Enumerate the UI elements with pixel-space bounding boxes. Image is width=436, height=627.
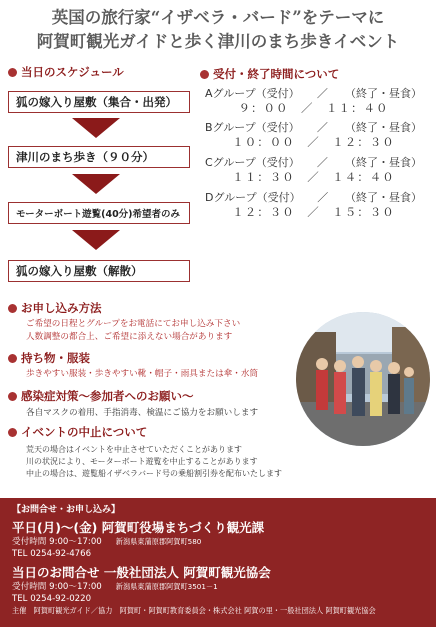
day-tel[interactable]: TEL 0254-92-0220 xyxy=(12,594,92,604)
sponsors-line: 主催 阿賀町観光ガイド／協力 阿賀町・阿賀町教育委員会・株式会社 阿賀の里・一般社団法人 阿賀町観光協会 xyxy=(12,606,376,615)
down-arrow-icon xyxy=(72,118,120,138)
headline-line-2: 阿賀町観光ガイドと歩く津川のまち歩きイベント xyxy=(36,32,400,51)
schedule-step-2: 津川のまち歩き（９０分） xyxy=(8,146,190,168)
cancel-text: 荒天の場合はイベントを中止させていただくことがあります 川の状況により、モーターボート遊覧を中止することがあります 中止の場合は、遊覧船イザベラバード号の乗船割引券を配布いたします xyxy=(26,445,282,478)
down-arrow-icon xyxy=(72,230,120,250)
group-d-times: １２：３０ ／ １５：３０ xyxy=(232,205,395,219)
apply-section-title: お申し込み方法 xyxy=(8,300,102,316)
weekday-contact-title: 平日(月)～(金) 阿賀町役場まちづくり観光課 xyxy=(12,520,265,535)
apply-text: ご希望の日程とグループをお電話にてお申し込み下さい 人数調整の都合上、ご希望に添えない場合があります xyxy=(26,319,241,342)
schedule-step-3: モーターボート遊覧(40分)希望者のみ xyxy=(8,202,190,224)
group-d: Dグループ（受付） ／ （終了・昼食） １２：３０ ／ １５：３０ xyxy=(205,190,430,220)
group-b: Bグループ（受付） ／ （終了・昼食） １０：００ ／ １２：３０ xyxy=(205,120,430,150)
weekday-tel[interactable]: TEL 0254-92-4766 xyxy=(12,549,92,559)
infection-text: 各自マスクの着用、手指消毒、検温にご協力をお願いします xyxy=(26,408,259,418)
belongings-text: 歩きやすい服装・歩きやすい靴・帽子・雨具または傘・水筒 xyxy=(26,369,259,379)
schedule-section-title: 当日のスケジュール xyxy=(8,64,124,80)
belongings-section-title: 持ち物・服装 xyxy=(8,350,90,366)
day-hours: 受付時間 9:00～17:00 xyxy=(12,582,102,592)
headline-line-1: 英国の旅行家“イザベラ・バード”をテーマに xyxy=(51,8,385,27)
bullet-icon xyxy=(8,392,17,401)
schedule-step-4: 狐の嫁入り屋敷（解散） xyxy=(8,260,190,282)
reception-section-title: 受付・終了時間について xyxy=(200,66,339,82)
contact-label: 【お問合せ・お申し込み】 xyxy=(12,505,121,515)
bullet-icon xyxy=(200,70,209,79)
event-headline xyxy=(0,6,436,54)
infection-section-title: 感染症対策～参加者へのお願い～ xyxy=(8,388,194,404)
day-address: 新潟県東蒲原郡阿賀町3501－1 xyxy=(115,582,218,591)
group-b-times: １０：００ ／ １２：３０ xyxy=(232,135,395,149)
bullet-icon xyxy=(8,304,17,313)
contact-footer xyxy=(0,498,436,627)
bullet-icon xyxy=(8,68,17,77)
group-a: Aグループ（受付） ／ （終了・昼食） ９：００ ／ １１：４０ xyxy=(205,86,430,116)
day-contact-title: 当日のお問合せ 一般社団法人 阿賀町観光協会 xyxy=(12,565,271,580)
group-a-times: ９：００ ／ １１：４０ xyxy=(238,101,389,115)
down-arrow-icon xyxy=(72,174,120,194)
weekday-hours: 受付時間 9:00～17:00 xyxy=(12,537,102,547)
bullet-icon xyxy=(8,354,17,363)
group-c-times: １１：３０ ／ １４：４０ xyxy=(232,170,395,184)
schedule-step-1: 狐の嫁入り屋敷（集合・出発） xyxy=(8,91,190,113)
group-c: Cグループ（受付） ／ （終了・昼食） １１：３０ ／ １４：４０ xyxy=(205,155,430,185)
bullet-icon xyxy=(8,428,17,437)
tour-photo xyxy=(296,312,430,446)
weekday-address: 新潟県東蒲原郡阿賀町580 xyxy=(115,537,202,546)
cancel-section-title: イベントの中止について xyxy=(8,424,147,440)
